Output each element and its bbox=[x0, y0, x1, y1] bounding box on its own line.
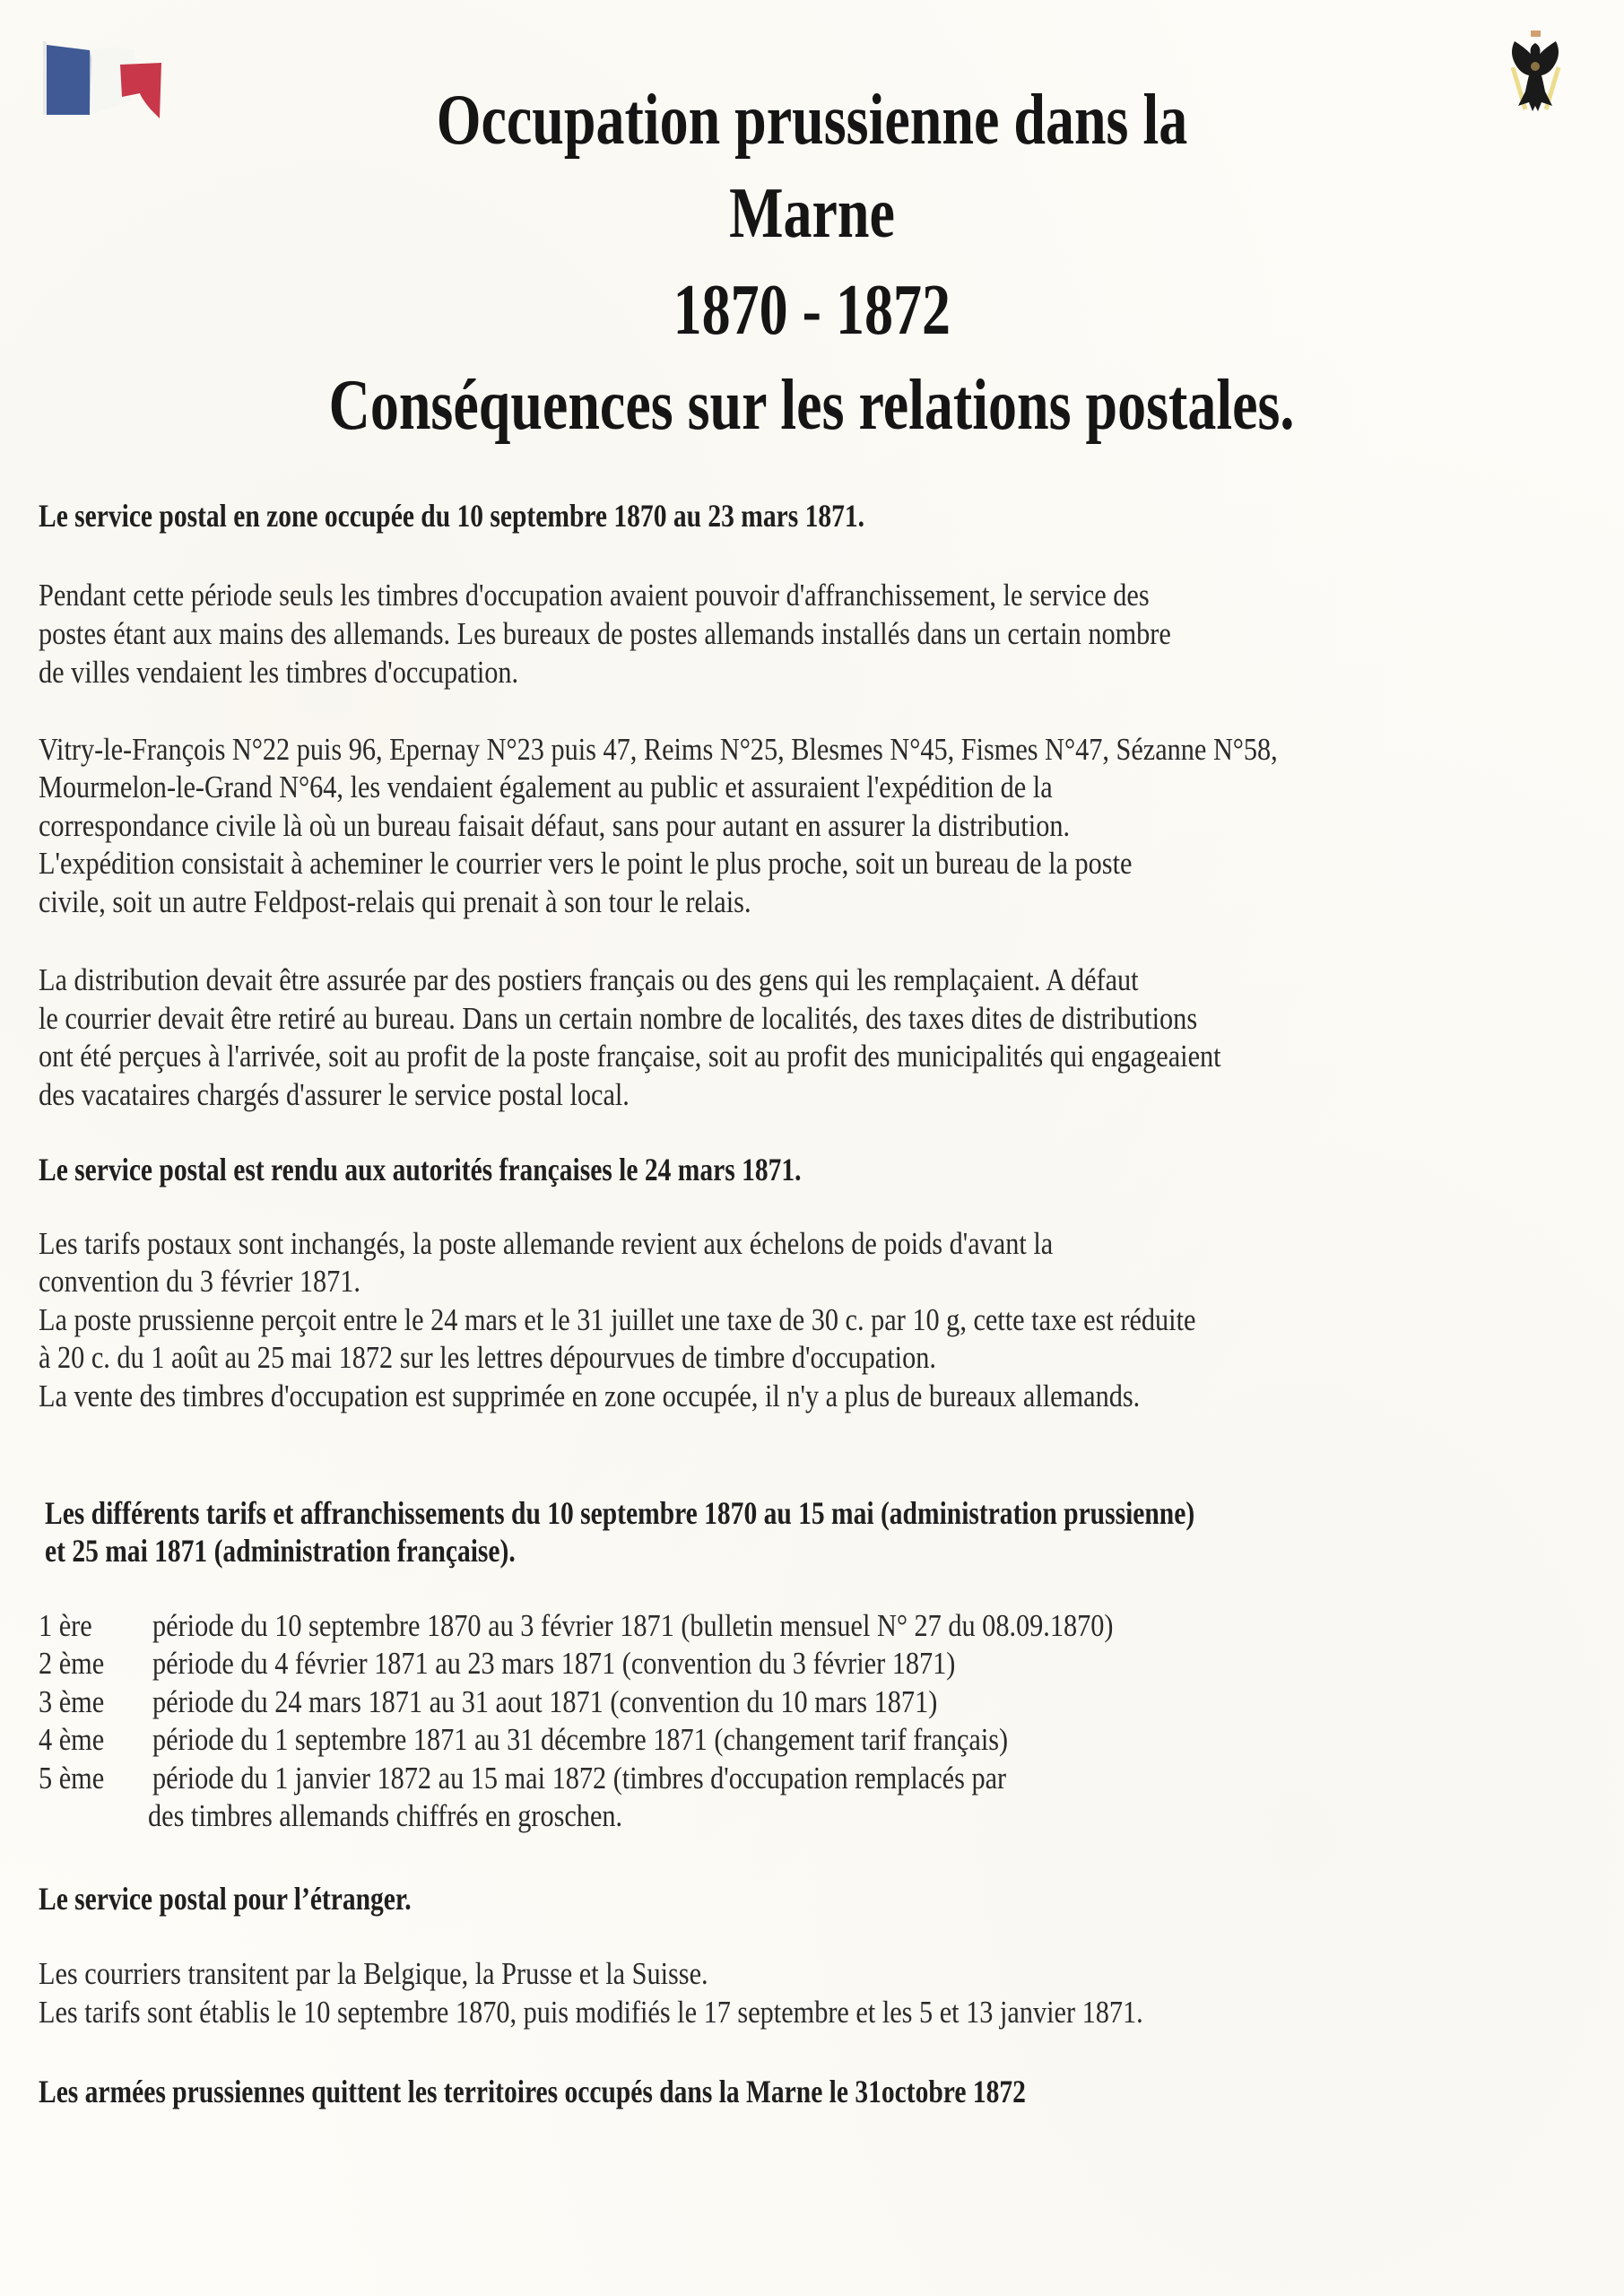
title-line-1: Occupation prussienne dans la bbox=[436, 81, 1188, 160]
paragraph-line: le courrier devait être retiré au bureau. Dans un certain nombre de localités, des taxes dites de distributions bbox=[39, 1001, 1198, 1036]
paragraph-line: ont été perçues à l'arrivée, soit au profit de la poste française, soit au profit des municipalités qui engageaient bbox=[39, 1039, 1221, 1074]
period-text: période du 4 février 1871 au 23 mars 1871 (convention du 3 février 1871) bbox=[152, 1646, 956, 1681]
paragraph-line: convention du 3 février 1871. bbox=[39, 1264, 361, 1299]
period-label: 3 ème bbox=[39, 1684, 105, 1719]
paragraph-line: de villes vendaient les timbres d'occupation. bbox=[39, 655, 519, 690]
period-label: 5 ème bbox=[39, 1761, 105, 1796]
section-heading-returned-service: Le service postal est rendu aux autorités françaises le 24 mars 1871. bbox=[39, 1152, 802, 1187]
paragraph-line: La distribution devait être assurée par des postiers français ou des gens qui les remplaçaient. A défaut bbox=[39, 962, 1139, 997]
paragraph-line: civile, soit un autre Feldpost-relais qui prenait à son tour le relais. bbox=[39, 884, 751, 919]
paragraph-line: La poste prussienne perçoit entre le 24 mars et le 31 juillet une taxe de 30 c. par 10 g, cette taxe est réduite bbox=[39, 1302, 1196, 1337]
paragraph-line: L'expédition consistait à acheminer le courrier vers le point le plus proche, soit un bureau de la poste bbox=[39, 846, 1133, 881]
paragraph-line: Les tarifs sont établis le 10 septembre 1870, puis modifiés le 17 septembre et les 5 et 13 janvier 1871. bbox=[39, 1995, 1143, 2030]
paragraph-line: des vacataires chargés d'assurer le service postal local. bbox=[39, 1077, 630, 1112]
paragraph-line: postes étant aux mains des allemands. Les bureaux de postes allemands installés dans un certain nombre bbox=[39, 616, 1171, 651]
section-heading-tariffs: Les différents tarifs et affranchissements du 10 septembre 1870 au 15 mai (administration prussienne) bbox=[45, 1495, 1195, 1531]
title-line-3: 1870 - 1872 bbox=[673, 271, 951, 350]
paragraph-line: à 20 c. du 1 août au 25 mai 1872 sur les lettres dépourvues de timbre d'occupation. bbox=[39, 1340, 936, 1375]
period-text: période du 24 mars 1871 au 31 aout 1871 (convention du 10 mars 1871) bbox=[152, 1684, 938, 1719]
period-text: période du 1 janvier 1872 au 15 mai 1872 (timbres d'occupation remplacés par bbox=[152, 1761, 1007, 1796]
paragraph-line: La vente des timbres d'occupation est supprimée en zone occupée, il n'y a plus de bureaux allemands. bbox=[39, 1378, 1141, 1413]
section-heading-foreign-service: Le service postal pour l’étranger. bbox=[39, 1881, 412, 1917]
section-heading-occupied-zone: Le service postal en zone occupée du 10 septembre 1870 au 23 mars 1871. bbox=[39, 498, 865, 534]
paragraph-line: Les tarifs postaux sont inchangés, la poste allemande revient aux échelons de poids d'avant la bbox=[39, 1226, 1054, 1261]
paragraph-line: Les courriers transitent par la Belgique, la Prusse et la Suisse. bbox=[39, 1956, 708, 1991]
paragraph-line: correspondance civile là où un bureau faisait défaut, sans pour autant en assurer la distribution. bbox=[39, 808, 1071, 843]
period-text: période du 10 septembre 1870 au 3 février 1871 (bulletin mensuel N° 27 du 08.09.1870) bbox=[152, 1608, 1114, 1643]
paragraph-line: Mourmelon-le-Grand N°64, les vendaient également au public et assuraient l'expédition de la bbox=[39, 770, 1053, 804]
paragraph-line: Pendant cette période seuls les timbres d'occupation avaient pouvoir d'affranchissement, le service des bbox=[39, 578, 1150, 613]
title-line-4: Conséquences sur les relations postales. bbox=[329, 366, 1295, 445]
paragraph-line: Vitry-le-François N°22 puis 96, Epernay N°23 puis 47, Reims N°25, Blesmes N°45, Fismes N°47, Sézanne N°58, bbox=[39, 732, 1278, 767]
closing-statement: Les armées prussiennes quittent les territoires occupés dans la Marne le 31octobre 1872 bbox=[39, 2074, 1026, 2109]
period-text-continuation: des timbres allemands chiffrés en groschen. bbox=[148, 1798, 623, 1833]
period-label: 1 ère bbox=[39, 1608, 92, 1643]
period-label: 2 ème bbox=[39, 1646, 105, 1681]
period-label: 4 ème bbox=[39, 1722, 105, 1757]
title-line-2: Marne bbox=[729, 174, 895, 253]
section-heading-tariffs-cont: et 25 mai 1871 (administration française). bbox=[45, 1533, 516, 1569]
period-text: période du 1 septembre 1871 au 31 décembre 1871 (changement tarif français) bbox=[152, 1722, 1009, 1757]
